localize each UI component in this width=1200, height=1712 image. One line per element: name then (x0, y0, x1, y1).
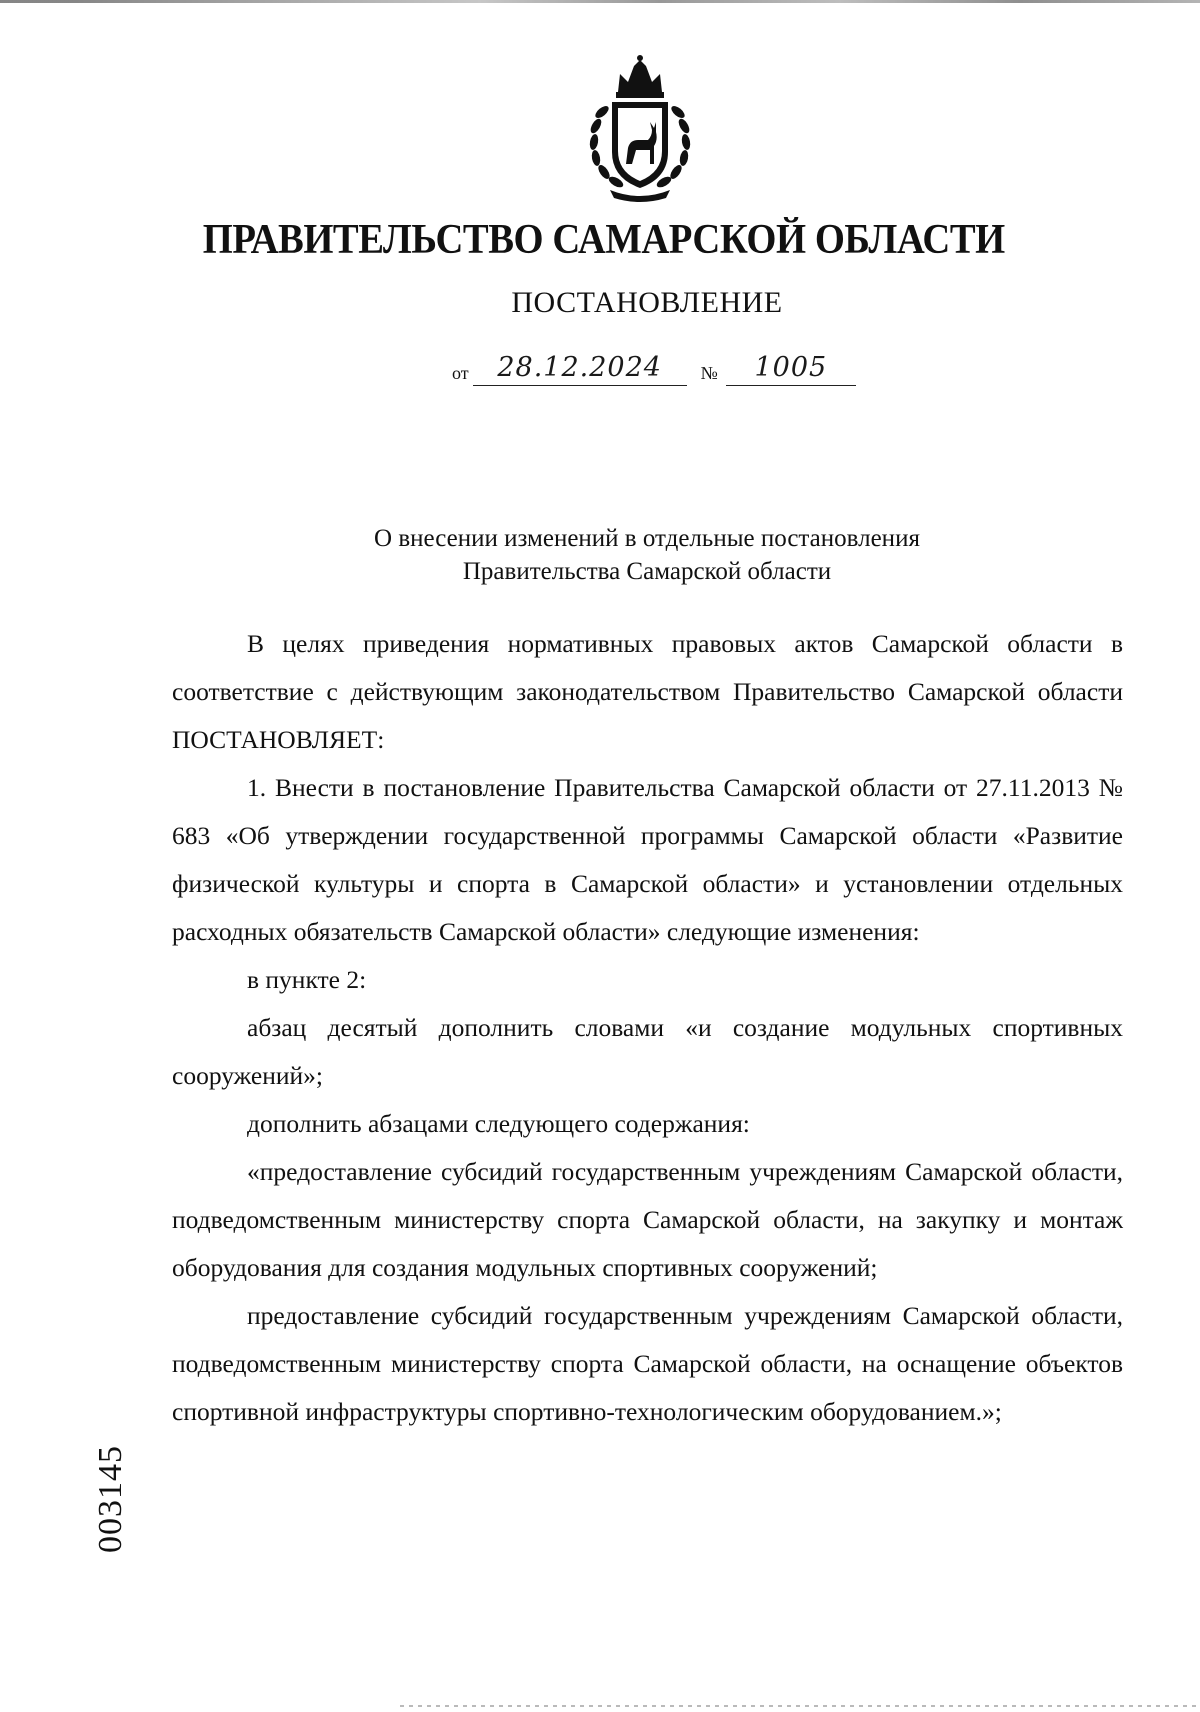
document-type: ПОСТАНОВЛЕНИЕ (511, 286, 783, 319)
body-paragraph: абзац десятый дополнить словами «и создание модульных спортивных сооружений»; (172, 1013, 1123, 1090)
document-body (172, 620, 1123, 1436)
body-paragraph: предоставление субсидий государственным учреждениям Самарской области, подведомственным министерству спорта Самарской области, на оснащение объектов спортивной инфраструктуры спортивно-технологическим оборудованием.»; (172, 1301, 1123, 1426)
body-paragraph: 1. Внести в постановление Правительства Самарской области от 27.11.2013 № 683 «Об утверждении государственной программы Самарской области «Развитие физической культуры и спорта в Самарской области» и установлении отдельных расходных обязательств Самарской области» следующие изменения: (172, 773, 1123, 946)
handwritten-date: 28.12.2024 (473, 351, 687, 386)
body-paragraph: дополнить абзацами следующего содержания: (247, 1109, 750, 1138)
subject-line-1: О внесении изменений в отдельные постановления (374, 525, 920, 552)
body-paragraph: В целях приведения нормативных правовых актов Самарской области в соответствие с действующим законодательством Правительство Самарской области ПОСТАНОВЛЯЕТ: (172, 629, 1123, 754)
document-subject (47, 522, 1200, 588)
body-paragraph: «предоставление субсидий государственным учреждениям Самарской области, подведомственным министерству спорта Самарской области, на закупку и монтаж оборудования для создания модульных спортивных сооружений; (172, 1157, 1123, 1282)
government-title: ПРАВИТЕЛЬСТВО САМАРСКОЙ ОБЛАСТИ (202, 217, 1005, 263)
subject-line-2: Правительства Самарской области (462, 558, 832, 585)
body-paragraph: в пункте 2: (247, 965, 367, 994)
registration-number: 003145 (92, 1445, 129, 1553)
number-prefix: № (700, 363, 718, 383)
date-number-line (452, 352, 856, 386)
date-prefix: от (452, 363, 469, 383)
handwritten-number: 1005 (726, 351, 856, 386)
scan-edge-top (0, 0, 1200, 3)
scan-edge-bottom (400, 1705, 1200, 1707)
coat-of-arms-emblem (580, 52, 700, 202)
